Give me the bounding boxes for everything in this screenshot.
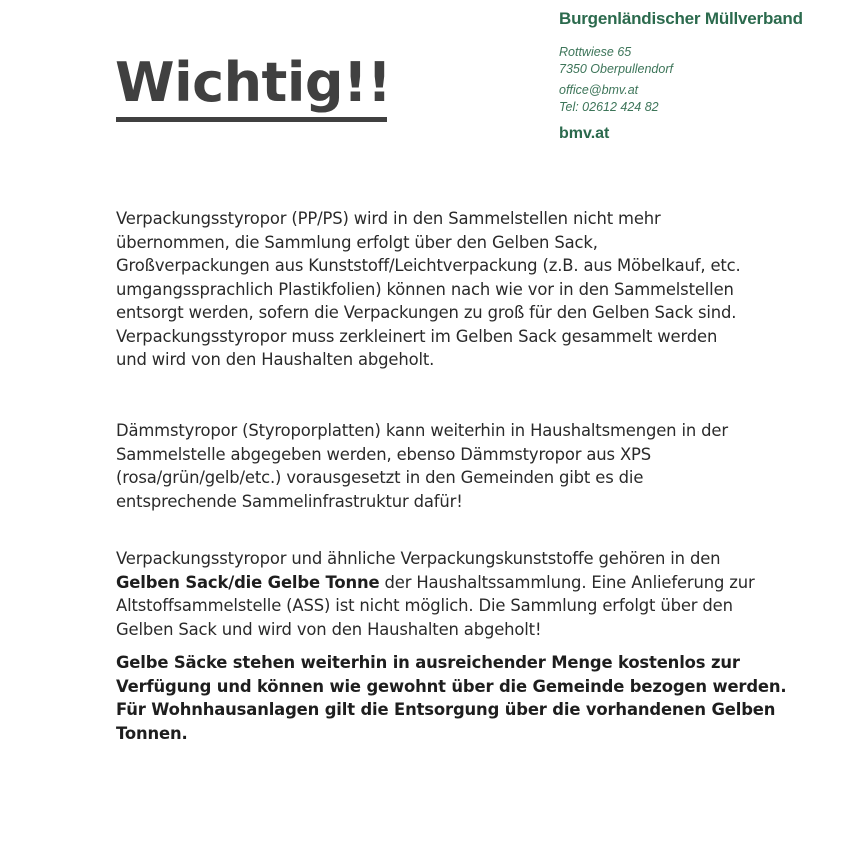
letterhead [559,8,849,160]
email-address: office@bmv.at [559,83,639,97]
title-underline [116,117,387,122]
text-line: entsprechende Sammelinfrastruktur dafür! [116,491,463,511]
street-address: Rottwiese 65 [559,45,632,59]
paragraph-gelber-sack [116,547,756,641]
phone-number: Tel: 02612 424 82 [559,100,659,114]
contact-block [559,82,849,116]
text-line: entsorgt werden, sofern die Verpackungen zu groß für den Gelben Sack sind. [116,303,737,322]
text-line: Dämmstyropor (Styroporplatten) kann weiterhin in Haushaltsmengen in der [116,421,728,440]
text-line: Verpackungsstyropor muss zerkleinert im Gelben Sack gesammelt werden [116,326,718,346]
text-line: Gelben Sack und wird von den Haushalten abgeholt! [116,619,542,639]
address-block [559,44,849,78]
text-line [116,571,756,595]
paragraph-verpackungsstyropor [116,207,756,372]
paragraph-daemmstyropor [116,419,756,513]
text-line: umgangssprachlich Plastikfolien) können nach wie vor in den Sammelstellen [116,279,734,299]
text-line: Verpackungsstyropor und ähnliche Verpackungskunststoffe gehören in den [116,549,721,568]
text-line: (rosa/grün/gelb/etc.) vorausgesetzt in den Gemeinden gibt es die [116,468,644,487]
city-address: 7350 Oberpullendorf [559,62,673,76]
text-line: Altstoffsammelstelle (ASS) ist nicht möglich. Die Sammlung erfolgt über den [116,596,733,615]
page-title: Wichtig!! [115,51,392,114]
text-line: Großverpackungen aus Kunststoff/Leichtverpackung (z.B. aus Möbelkauf, etc. [116,256,741,275]
text-line: Verpackungsstyropor (PP/PS) wird in den Sammelstellen nicht mehr [116,209,661,228]
text-line: übernommen, die Sammlung erfolgt über den Gelben Sack, [116,232,598,252]
text-segment: der Haushaltssammlung. Eine Anlieferung zur [379,572,755,592]
text-line: und wird von den Haushalten abgeholt. [116,350,435,369]
text-line: Sammelstelle abgegeben werden, ebenso Dämmstyropor aus XPS [116,444,652,464]
organization-name: Burgenländischer Müllverband [559,9,803,28]
text-line: Für Wohnhausanlagen gilt die Entsorgung über die vorhandenen Gelben [116,700,776,719]
emphasis-gelber-sack: Gelben Sack/die Gelbe Tonne [116,572,380,592]
paragraph-gelbe-saecke-notice [116,651,787,745]
text-line: Verfügung und können wie gewohnt über die Gemeinde bezogen werden. [116,676,787,696]
text-line: Gelbe Säcke stehen weiterhin in ausreichender Menge kostenlos zur [116,653,740,672]
text-line: Tonnen. [116,723,188,743]
website: bmv.at [559,125,610,142]
title-block [115,50,391,120]
